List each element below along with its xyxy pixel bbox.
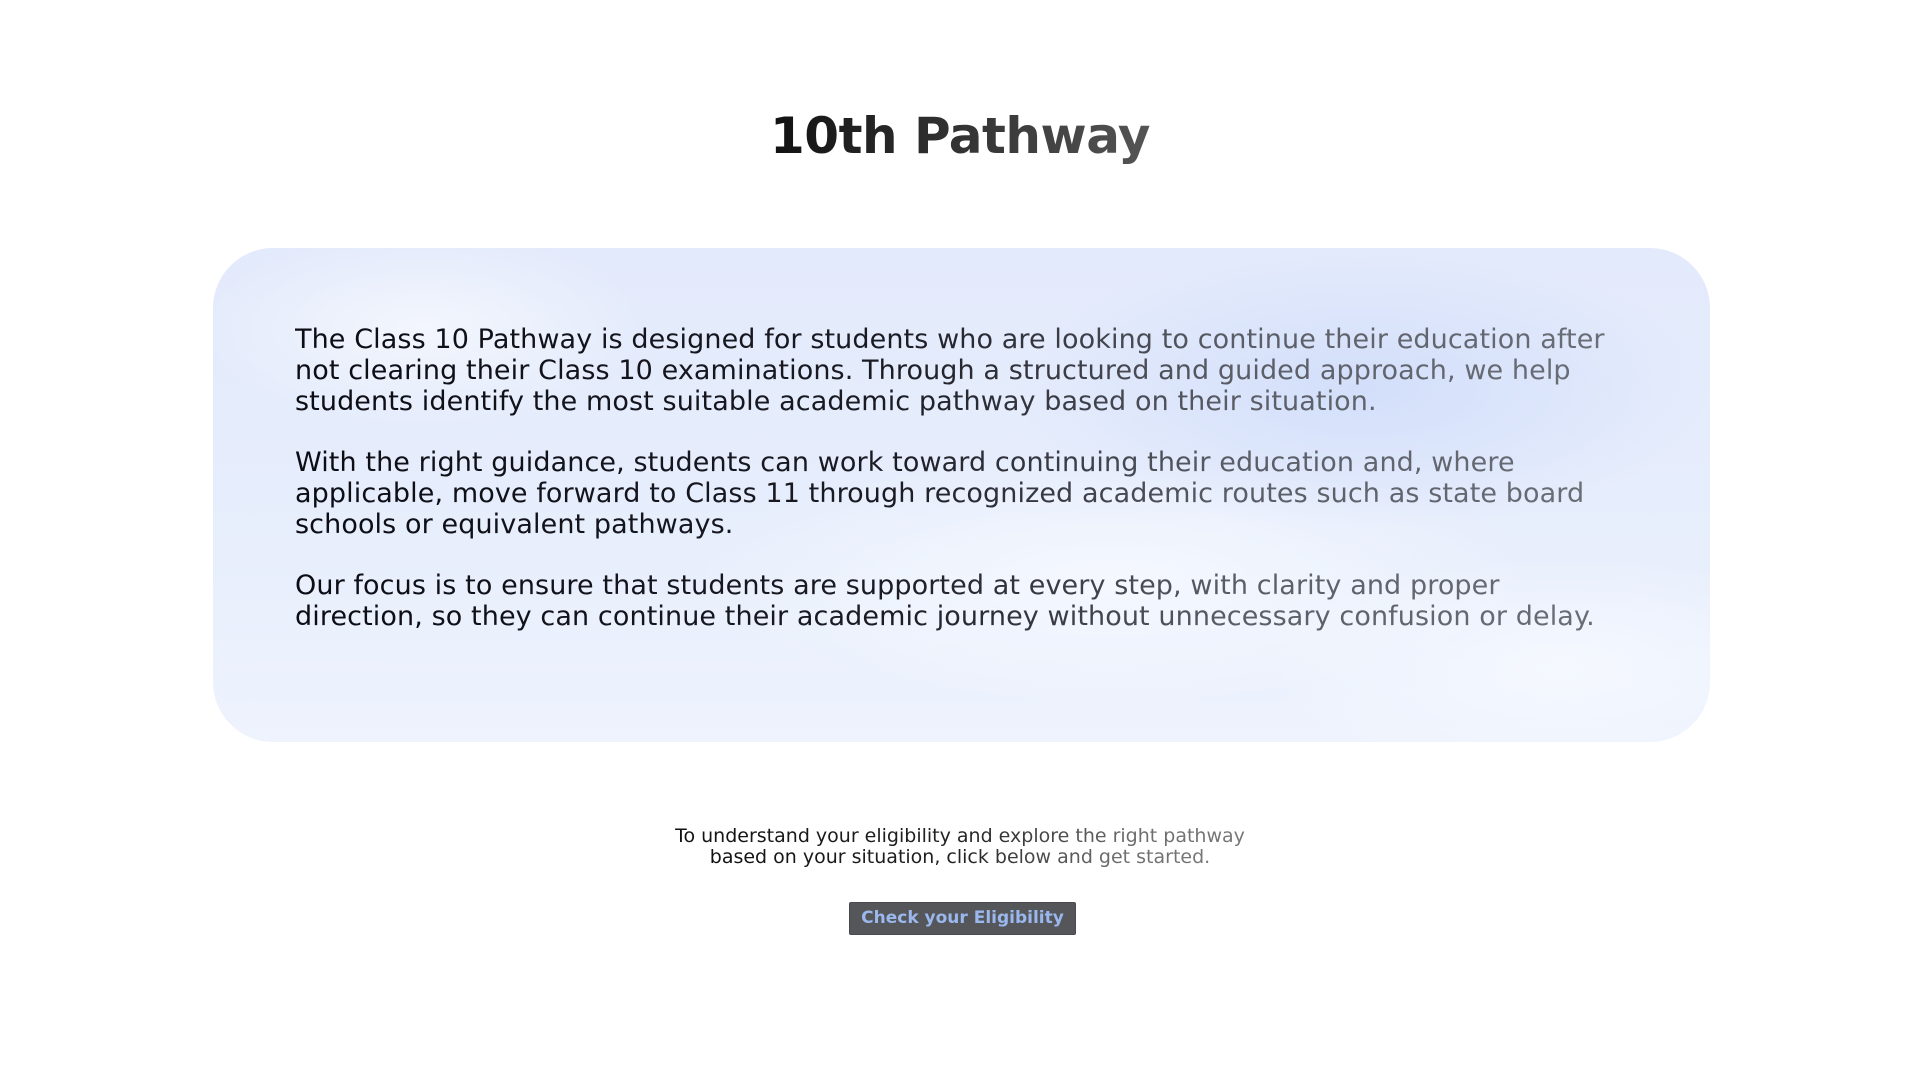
intro-paragraph-1: The Class 10 Pathway is designed for students who are looking to continue their education after not clearing their Class 10 examinations. Through a structured and guided approach, we help students identify the most suitable academic pathway based on their situation. <box>295 324 1628 417</box>
intro-card <box>213 248 1710 742</box>
intro-paragraph-2: With the right guidance, students can work toward continuing their education and, where applicable, move forward to Class 11 through recognized academic routes such as state board schools or equivalent pathways. <box>295 447 1628 540</box>
page-title: 10th Pathway <box>0 106 1920 166</box>
check-eligibility-button[interactable]: Check your Eligibility <box>849 902 1076 935</box>
cta-description-line-2: based on your situation, click below and get started. <box>709 846 1211 868</box>
cta-description <box>0 826 1920 868</box>
intro-paragraph-3: Our focus is to ensure that students are supported at every step, with clarity and proper direction, so they can continue their academic journey without unnecessary confusion or delay. <box>295 570 1628 632</box>
cta-description-line-1: To understand your eligibility and explore the right pathway <box>675 825 1245 847</box>
